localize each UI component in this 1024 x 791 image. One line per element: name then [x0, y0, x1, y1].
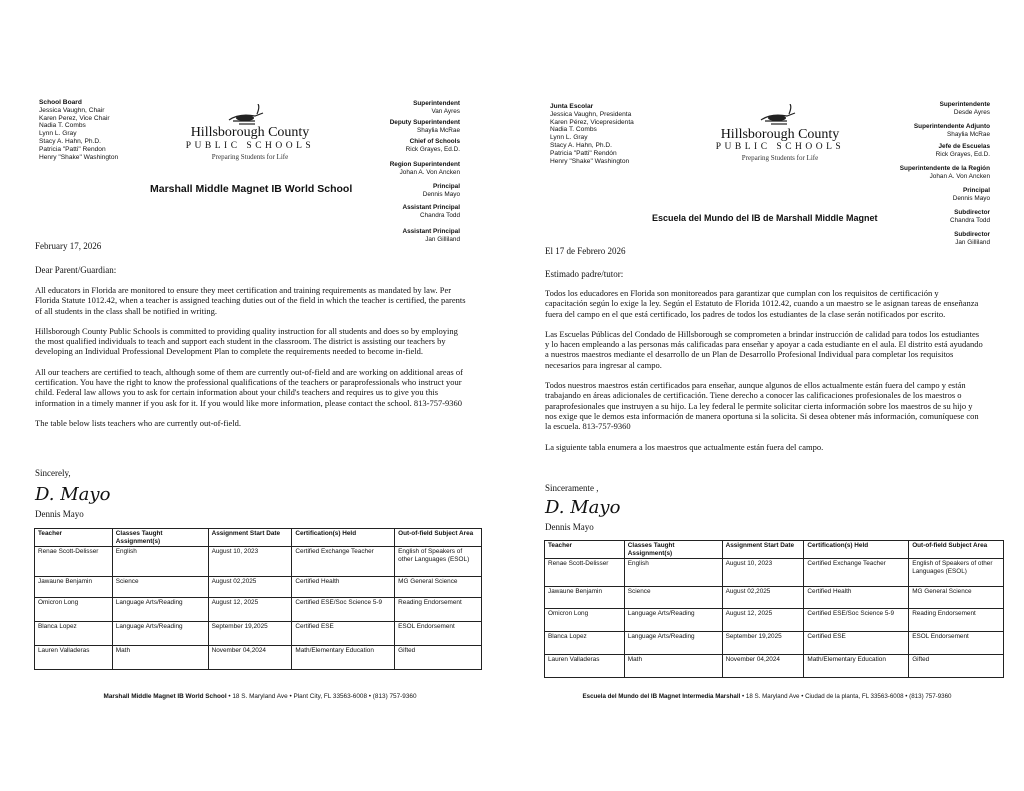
- table-cell: ESOL Endorsement: [909, 632, 1004, 655]
- admin-name: Chandra Todd: [419, 211, 460, 219]
- school-board-list: [39, 99, 189, 161]
- footer-school: Marshall Middle Magnet IB World School: [103, 693, 227, 700]
- admin-name: Dennis Mayo: [422, 190, 460, 198]
- table-cell: ESOL Endorsement: [395, 622, 482, 646]
- table-cell: Certified Exchange Teacher: [292, 547, 395, 577]
- table-cell: Omicron Long: [545, 609, 625, 632]
- table-cell: Gifted: [909, 655, 1004, 678]
- admin-name: Rick Grayes, Ed.D.: [935, 150, 990, 158]
- board-member: Nadia T. Combs: [550, 126, 597, 134]
- admin-name: Johan A. Von Ancken: [929, 172, 990, 180]
- table-cell: Certified ESE: [804, 632, 909, 655]
- footer-school: Escuela del Mundo del IB Magnet Intermedia Marshall: [582, 693, 741, 700]
- table-cell: Certified ESE/Soc Science 5-9: [804, 609, 909, 632]
- table-cell: Blanca Lopez: [545, 632, 625, 655]
- district-name: Hillsborough County: [720, 127, 840, 142]
- table-cell: November 04,2024: [722, 655, 804, 678]
- signer-name: Dennis Mayo: [545, 522, 594, 532]
- out-of-field-table: [34, 528, 482, 670]
- table-row: [35, 577, 482, 598]
- footer: [40, 693, 480, 700]
- signer-name: Dennis Mayo: [35, 509, 84, 519]
- table-cell: Certified Exchange Teacher: [804, 559, 909, 587]
- table-cell: Renae Scott-Delisser: [35, 547, 113, 577]
- admin-role: Principal: [963, 187, 990, 194]
- table-cell: Certified Health: [804, 587, 909, 609]
- admin-role: Superintendent: [413, 100, 460, 107]
- administration-list: [360, 100, 460, 243]
- salutation: Dear Parent/Guardian:: [35, 265, 117, 275]
- table-cell: English of Speakers of other Languages (ESOL): [395, 547, 482, 577]
- district-name: Hillsborough County: [190, 125, 310, 140]
- table-cell: Certified Health: [292, 577, 395, 598]
- table-cell: Lauren Valladeras: [545, 655, 625, 678]
- admin-name: Johan A. Von Ancken: [399, 168, 460, 176]
- table-header: Teacher: [35, 529, 113, 547]
- admin-role: Chief of Schools: [409, 138, 460, 145]
- admin-name: Shaylia McRae: [417, 126, 460, 134]
- board-member: Jessica Vaughn, Chair: [39, 106, 105, 114]
- closing: Sincerely,: [35, 468, 71, 478]
- table-cell: MG General Science: [395, 577, 482, 598]
- table-cell: English: [112, 547, 208, 577]
- table-cell: Math/Elementary Education: [292, 646, 395, 670]
- letter-date: El 17 de Febrero 2026: [545, 246, 626, 256]
- table-row: [545, 655, 1004, 678]
- table-cell: August 12, 2025: [722, 609, 804, 632]
- signature: D. Mayo: [545, 497, 621, 518]
- paragraph: Las Escuelas Públicas del Condado de Hillsborough se comprometen a brindar instrucción de calidad para todos los estudiantes y lo hacen empleando a las personas más calificadas para enseñar y apoyar a cada estudiante en el aula. El distrito está ayudando a nuestros maestros mediante el desarrollo de un Plan de Desarrollo Profesional Individual para completar los requisitos necesarios para ingresar al campo.: [545, 328, 983, 370]
- table-header: Certification(s) Held: [292, 529, 395, 547]
- table-cell: Jawaune Benjamin: [35, 577, 113, 598]
- table-cell: September 19,2025: [208, 622, 292, 646]
- table-cell: August 10, 2023: [208, 547, 292, 577]
- table-cell: Math/Elementary Education: [804, 655, 909, 678]
- district-subtitle: PUBLIC SCHOOLS: [185, 141, 315, 151]
- footer: [532, 693, 1002, 700]
- paragraph: All educators in Florida are monitored to ensure they meet certification and training requirements as mandated by law. Per Florida Statute 1012.42, when a teacher is assigned teaching duties out of the field in which the teacher is certified, the parents of all students in the class shall be notified in writing.: [35, 285, 466, 316]
- admin-role: Jefe de Escuelas: [938, 143, 990, 150]
- letter-date: February 17, 2026: [35, 241, 102, 251]
- table-row: [35, 646, 482, 670]
- admin-name: Jan Gilliland: [425, 235, 460, 243]
- school-name: Marshall Middle Magnet IB World School: [150, 183, 353, 195]
- admin-role: Assistant Principal: [402, 204, 460, 211]
- board-member: Nadia T. Combs: [39, 122, 86, 130]
- board-member: Lynn L. Gray: [39, 130, 77, 138]
- table-cell: Math: [624, 655, 722, 678]
- closing: Sinceramente ,: [545, 483, 599, 493]
- table-cell: Blanca Lopez: [35, 622, 113, 646]
- table-header: Assignment Start Date: [722, 541, 804, 559]
- board-member: Karen Perez, Vice Chair: [39, 114, 110, 122]
- table-header-row: [545, 541, 1004, 559]
- admin-role: Superintendente Adjunto: [913, 123, 990, 130]
- table-cell: Renae Scott-Delisser: [545, 559, 625, 587]
- admin-name: Desde Ayres: [953, 108, 990, 116]
- district-tagline: Preparing Students for Life: [741, 154, 819, 162]
- board-member: Patricia "Patti" Rendón: [550, 149, 617, 157]
- school-board-title: Junta Escolar: [550, 103, 594, 110]
- table-cell: Reading Endorsement: [909, 609, 1004, 632]
- table-cell: November 04,2024: [208, 646, 292, 670]
- admin-role: Superintendente de la Región: [899, 165, 990, 172]
- admin-role: Deputy Superintendent: [389, 119, 460, 126]
- admin-name: Jan Gilliland: [955, 238, 990, 246]
- table-header: Classes Taught Assignment(s): [112, 529, 208, 547]
- table-cell: Language Arts/Reading: [112, 598, 208, 622]
- admin-role: Assistant Principal: [402, 228, 460, 235]
- table-header: Certification(s) Held: [804, 541, 909, 559]
- board-member: Lynn L. Gray: [550, 134, 588, 142]
- table-cell: English: [624, 559, 722, 587]
- out-of-field-table: [544, 540, 1004, 678]
- table-cell: Science: [112, 577, 208, 598]
- table-cell: Jawaune Benjamin: [545, 587, 625, 609]
- lamp-logo-icon: [225, 104, 273, 126]
- table-cell: Certified ESE/Soc Science 5-9: [292, 598, 395, 622]
- footer-address: • 18 S. Maryland Ave • Ciudad de la planta, FL 33563-6008 • (813) 757-9360: [740, 693, 952, 700]
- paragraph: The table below lists teachers who are currently out-of-field.: [35, 417, 242, 428]
- table-cell: Certified ESE: [292, 622, 395, 646]
- lamp-logo-icon: [757, 104, 805, 126]
- table-cell: Language Arts/Reading: [624, 609, 722, 632]
- table-cell: August 02,2025: [208, 577, 292, 598]
- table-header: Assignment Start Date: [208, 529, 292, 547]
- letter-body: [35, 285, 468, 428]
- table-row: [545, 559, 1004, 587]
- salutation: Estimado padre/tutor:: [545, 269, 624, 279]
- table-row: [35, 622, 482, 646]
- table-cell: MG General Science: [909, 587, 1004, 609]
- table-header: Teacher: [545, 541, 625, 559]
- board-member: Patricia "Patti" Rendon: [39, 145, 106, 153]
- table-cell: Gifted: [395, 646, 482, 670]
- admin-role: Subdirector: [954, 231, 990, 238]
- table-cell: Language Arts/Reading: [624, 632, 722, 655]
- table-cell: Omicron Long: [35, 598, 113, 622]
- board-member: Karen Pérez, Vicepresidenta: [550, 118, 634, 126]
- table-row: [545, 609, 1004, 632]
- board-member: Henry "Shake" Washington: [550, 157, 630, 165]
- table-cell: Language Arts/Reading: [112, 622, 208, 646]
- district-subtitle: PUBLIC SCHOOLS: [715, 142, 845, 152]
- footer-address: • 18 S. Maryland Ave • Plant City, FL 33563-6008 • (813) 757-9360: [226, 693, 417, 700]
- admin-name: Rick Grayes, Ed.D.: [405, 145, 460, 153]
- table-row: [545, 587, 1004, 609]
- table-header: Classes Taught Assignment(s): [624, 541, 722, 559]
- paragraph: Hillsborough County Public Schools is committed to providing quality instruction for all students and does so by employing the most qualified individuals to teach and support each student in the classroom. The district is assisting our teachers by developing an Individual Professional Development Plan to complete the requirements needed to become in-field.: [35, 325, 458, 357]
- school-board-title: School Board: [39, 99, 82, 106]
- table-cell: Lauren Valladeras: [35, 646, 113, 670]
- board-member: Stacy A. Hahn, Ph.D.: [39, 137, 101, 145]
- school-name: Escuela del Mundo del IB de Marshall Middle Magnet: [652, 213, 878, 223]
- admin-name: Dennis Mayo: [952, 194, 990, 202]
- admin-role: Principal: [433, 183, 460, 190]
- table-header-row: [35, 529, 482, 547]
- table-row: [35, 598, 482, 622]
- table-cell: Math: [112, 646, 208, 670]
- letter-spanish: [512, 0, 1024, 791]
- table-header: Out-of-field Subject Area: [909, 541, 1004, 559]
- table-cell: Science: [624, 587, 722, 609]
- board-member: Jessica Vaughn, Presidenta: [550, 110, 632, 118]
- admin-role: Region Superintendent: [389, 161, 460, 168]
- table-header: Out-of-field Subject Area: [395, 529, 482, 547]
- signature: D. Mayo: [35, 484, 111, 505]
- school-board-list: [550, 103, 700, 165]
- paragraph: All our teachers are certified to teach, although some of them are currently out-of-field and are working on additional areas of certification. You have the right to know the professional qualifications of the teachers or paraprofessionals who instruct your child. Federal law allows you to ask for certain information about your child's teachers and requires us to give you this information in a timely manner if you ask for it. If you would like more information, please contact the school. 813-757-9360: [35, 366, 463, 408]
- letter-body: [545, 288, 983, 452]
- admin-name: Shaylia McRae: [947, 130, 990, 138]
- paragraph: Todos los educadores en Florida son monitoreados para garantizar que cumplan con los requisitos de certificación y capacitación según lo exige la ley. Según el Estatuto de Florida 1012.42, cuando a un maestro se le asignan tareas de enseñanza fuera del campo en el que está certificado, los padres de todos los estudiantes de la clase serán notificados por escrito.: [545, 288, 979, 319]
- table-cell: Reading Endorsement: [395, 598, 482, 622]
- table-row: [35, 547, 482, 577]
- table-cell: English of Speakers of other Languages (ESOL): [909, 559, 1004, 587]
- table-cell: August 10, 2023: [722, 559, 804, 587]
- admin-name: Chandra Todd: [949, 216, 990, 224]
- paragraph: La siguiente tabla enumera a los maestros que actualmente están fuera del campo.: [545, 441, 824, 452]
- board-member: Henry "Shake" Washington: [39, 153, 119, 161]
- admin-name: Van Ayres: [431, 107, 460, 115]
- table-cell: August 12, 2025: [208, 598, 292, 622]
- admin-role: Superintendente: [939, 101, 990, 108]
- table-row: [545, 632, 1004, 655]
- admin-role: Subdirector: [954, 209, 990, 216]
- paragraph: Todos nuestros maestros están certificados para enseñar, aunque algunos de ellos actualmente están fuera del campo y están trabajando en áreas adicionales de certificación. Tiene derecho a conocer las calificaciones profesionales de los maestros o paraprofesionales que instruyen a su hijo. La ley federal le permite solicitar cierta información sobre los maestros de su hijo y nos exige que le demos esta información de manera oportuna si la solicita. Si desea obtener más información, comuníquese con la escuela. 813-757-9360: [545, 380, 979, 432]
- district-tagline: Preparing Students for Life: [211, 153, 289, 161]
- table-cell: September 19,2025: [722, 632, 804, 655]
- board-member: Stacy A. Hahn, Ph.D.: [550, 141, 612, 149]
- table-cell: August 02,2025: [722, 587, 804, 609]
- administration-list: [862, 101, 990, 246]
